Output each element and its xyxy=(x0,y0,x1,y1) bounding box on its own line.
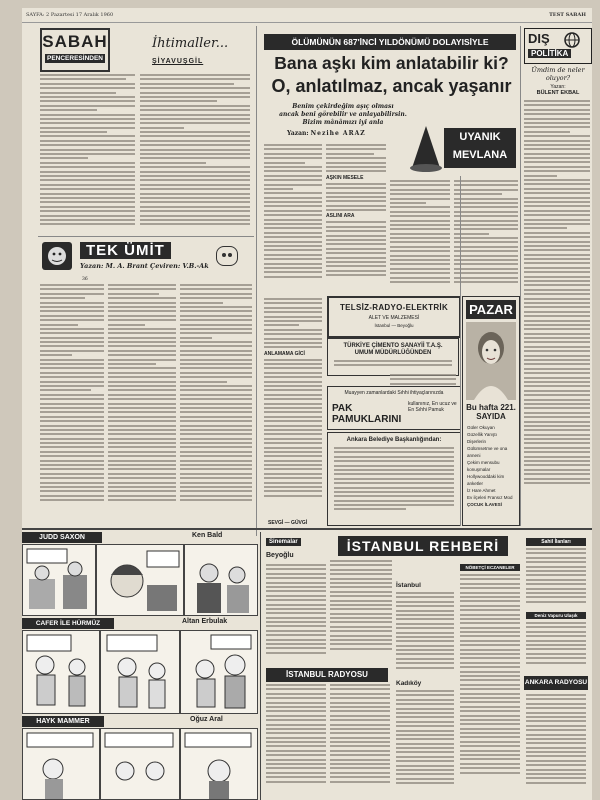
comic3-author: Oğuz Aral xyxy=(190,716,223,723)
rehber-col2 xyxy=(330,560,392,660)
column-rule-3 xyxy=(520,26,521,526)
pak-ad xyxy=(327,386,461,430)
pazar-item-list xyxy=(467,424,515,508)
tek-umit-mask-icon xyxy=(216,246,238,266)
rehber-col4 xyxy=(460,574,520,798)
uyanik-mevlana-box xyxy=(444,128,516,168)
comic3-panel3 xyxy=(180,728,258,800)
rehber-sinemalar: Sinemalar xyxy=(266,538,301,546)
header-left: SAYFA: 2 Pazartesi 17 Aralık 1960 xyxy=(26,12,114,18)
ankara-radyosu-title: ANKARA RADYOSU xyxy=(524,676,588,690)
sabah-author: ŞİYAVUŞGİL xyxy=(152,58,204,65)
pazar-item: ÇOCUK İLAVESİ xyxy=(467,502,502,507)
mevlana-headline1: Bana aşkı kim anlatabilir ki? xyxy=(274,53,509,73)
mevlana-text-col2 xyxy=(326,144,386,294)
comic3-panel1 xyxy=(22,728,100,800)
sabah-text-col2 xyxy=(140,74,250,234)
mevlana-subhead3: ANLAMAMA GİCİ xyxy=(264,350,305,357)
rehber-col5b xyxy=(526,622,586,672)
cimento-ad xyxy=(327,338,459,376)
header-right: TEST SABAH xyxy=(549,12,586,18)
pazar-item: Hollywooddaki kim anketler xyxy=(467,474,505,486)
sabah-text-col1 xyxy=(40,74,135,234)
comic1-title: JUDD SAXON xyxy=(22,532,102,543)
ankara-ad xyxy=(327,432,461,526)
dis-politika-lead: Ümdim de neler oluyor? xyxy=(531,66,585,82)
mevlana-quote-line2: ancak beni görebilir ve anlayabilirsin. xyxy=(279,111,407,118)
radyo-ist-col2 xyxy=(330,684,390,798)
mevlana-byline-label: Yazan: xyxy=(287,130,309,137)
dis-politika-author: BÜLENT EKBAL xyxy=(536,90,580,96)
woman-portrait-image xyxy=(466,322,516,400)
pazar-caption2: SAYIDA xyxy=(476,412,506,421)
page-header xyxy=(22,8,592,23)
comic2-panel3 xyxy=(180,630,258,714)
mevlana-text-col3 xyxy=(390,180,450,294)
telsiz-sub: ALET VE MALZEMESİ xyxy=(368,315,420,321)
sabah-logo xyxy=(40,28,110,72)
comics-area xyxy=(22,532,258,800)
rehber-istanbul: İstanbul xyxy=(396,582,421,589)
mevlana-text-col1 xyxy=(264,144,322,294)
pazar-item: Güzellik Yarıştı Dişerlerin xyxy=(467,432,497,444)
rehber-vapur: Deniz Vapuru Ulaşık xyxy=(526,612,586,619)
comic3-panel2 xyxy=(100,728,180,800)
dis-politika-text xyxy=(524,100,590,525)
cimento-line1: TÜRKİYE ÇİMENTO SANAYİİ T.A.Ş. xyxy=(343,343,443,349)
bottom-section-rule xyxy=(22,528,592,530)
comics-rule xyxy=(260,532,261,800)
politika-title: POLİTİKA xyxy=(528,49,571,58)
mevlana-text-col1b xyxy=(264,298,322,524)
radyo-ank-col xyxy=(526,694,586,798)
mevlana-subhead1: AŞKIN MESELE xyxy=(326,174,364,181)
rehber-title: İSTANBUL REHBERİ xyxy=(338,536,508,556)
uyanik-label: UYANIK xyxy=(459,131,501,143)
pak-side: kullanınız, En ucuz ve En Sıhhi Pamuk xyxy=(408,401,457,413)
comic1-author: Ken Bald xyxy=(192,532,223,539)
tek-umit-banner xyxy=(40,240,252,274)
mevlana-quote-line1: Benim çekirdeğim aşıç olması xyxy=(292,103,394,110)
comic3-title: HAYK MAMMER xyxy=(22,716,104,727)
rehber-col5 xyxy=(526,548,586,608)
comic1-panel2 xyxy=(96,544,184,616)
comic1-panel3 xyxy=(184,544,258,616)
rehber-col3b xyxy=(396,690,454,798)
dis-title: DIŞ xyxy=(528,31,550,46)
tek-umit-byline: Yazan: M. A. Brant Çeviren: V.B.-Ak xyxy=(80,262,209,270)
istanbul-rehberi xyxy=(264,534,590,800)
sabah-title: SABAH xyxy=(42,32,108,51)
rehber-beyoglu: Beyoğlu xyxy=(266,552,294,559)
section-rule xyxy=(38,236,254,237)
mevlana-banner: ÖLÜMÜNÜN 687'İNCİ YILDÖNÜMÜ DOLAYISİYLE xyxy=(264,34,516,50)
mevlana-label: MEVLANA xyxy=(452,149,508,161)
ankara-title: Ankara Belediye Başkanlığından: xyxy=(346,437,442,443)
sabah-subtitle: PENCERESİNDEN xyxy=(45,54,105,63)
dis-politika-author-label: Yazan: xyxy=(550,84,566,90)
uyanik-mevlana-graphic xyxy=(406,122,518,176)
radyo-ist-col1 xyxy=(266,684,326,798)
comic2-author: Altan Erbulak xyxy=(182,618,228,625)
istanbul-radyosu-title: İSTANBUL RADYOSU xyxy=(266,668,388,682)
mevlana-quote xyxy=(268,103,418,127)
globe-icon xyxy=(563,31,581,49)
pazar-title: PAZAR xyxy=(466,300,516,319)
telsiz-title: TELSİZ-RADYO-ELEKTRİK xyxy=(339,303,449,312)
pazar-item: Gülümsetme ve ona anneni xyxy=(467,446,508,458)
comic1-panel1 xyxy=(22,544,96,616)
comic2-panel2 xyxy=(100,630,180,714)
tek-umit-face-icon xyxy=(42,242,72,270)
tek-umit-title: TEK ÜMİT xyxy=(80,242,171,259)
column-rule xyxy=(256,26,257,536)
tek-umit-text-col3 xyxy=(180,284,252,524)
comic2-title: CAFER İLE HÜRMÜZ xyxy=(22,618,114,629)
tek-umit-text-col1 xyxy=(40,284,104,524)
mevlana-quote-line3: Bizim mânâmızı iyi anla xyxy=(302,119,384,126)
rehber-nobetci: NÖBETÇİ ECZANELER xyxy=(460,564,520,571)
tek-umit-text-col2 xyxy=(108,284,176,524)
mevlana-subhead2: ASLINI ARA xyxy=(326,213,355,220)
pak-top: Muayyen zamanlardaki Sıhhi ihtiyaçlarınızda xyxy=(344,390,444,396)
mevlana-byline xyxy=(287,130,366,137)
dis-politika-logo xyxy=(524,28,592,64)
comic2-panel1 xyxy=(22,630,100,714)
pazar-cover-photo xyxy=(466,322,516,400)
mevlana-sign: SEVGİ — GÜVGİ xyxy=(268,520,308,526)
telsiz-ad xyxy=(327,296,461,338)
rehber-kadikoy: Kadıköy xyxy=(396,680,422,687)
pak-main: PAK PAMUKLARINI xyxy=(332,403,402,425)
cimento-line2: UMUM MÜDÜRLÜĞÜNDEN xyxy=(354,350,432,356)
mevlana-byline-name: Nezihe ARAZ xyxy=(310,130,366,137)
pazar-caption1: Bu hafta 221. xyxy=(466,403,516,412)
newspaper-page xyxy=(22,8,592,800)
mevlana-headline2: O, anlatılmaz, ancak yaşanır xyxy=(271,76,512,96)
rehber-col3 xyxy=(396,592,454,678)
mevlana-text-col4 xyxy=(454,180,518,294)
dervish-hat-icon xyxy=(406,124,446,174)
pazar-item: İz Hare Ahmet xyxy=(467,488,496,493)
sabah-heading: İhtimaller... xyxy=(152,36,229,51)
rehber-saatler: Sahil İlanları xyxy=(526,538,586,546)
tek-umit-number: 36 xyxy=(82,277,88,282)
pazar-ad xyxy=(462,296,520,526)
column-rule-2 xyxy=(460,176,461,526)
pazar-item: Çekim mensubu konuşmalar xyxy=(467,460,500,472)
pazar-item: Ev ilçeleri Fransız Mod xyxy=(467,495,513,500)
pazar-item: Güler Okuyan xyxy=(467,425,495,430)
rehber-col1 xyxy=(266,564,326,664)
telsiz-addr: İstanbul — Beyoğlu xyxy=(374,323,414,328)
